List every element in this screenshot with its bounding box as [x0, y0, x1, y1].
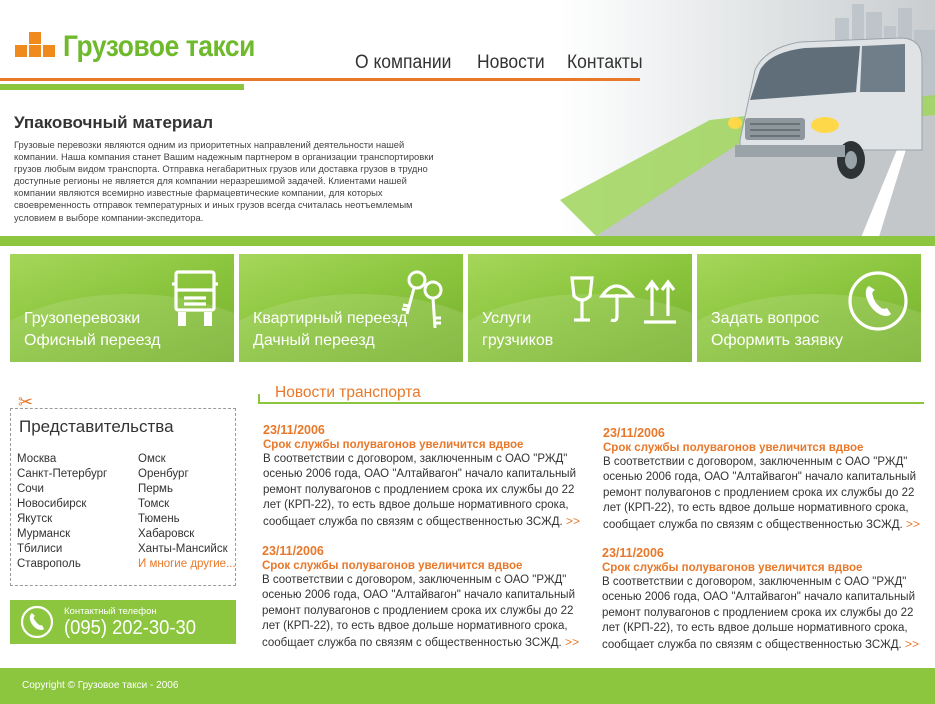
- news-item: [602, 546, 927, 653]
- representatives-panel: [10, 408, 236, 586]
- tile-loaders[interactable]: [468, 254, 692, 362]
- more-cities-link[interactable]: И многие другие...: [138, 558, 236, 570]
- city-link[interactable]: Новосибирск: [17, 498, 87, 510]
- news-section-title: Новости транспорта: [275, 384, 421, 401]
- cargo-symbols-icon: [568, 274, 680, 326]
- tile-contact-label: Задать вопрос Оформить заявку: [711, 310, 844, 349]
- service-tiles: [10, 254, 924, 362]
- news-headline[interactable]: Срок службы полувагонов увеличится вдвое: [602, 562, 863, 574]
- news-item: [262, 544, 587, 651]
- intro-text: Грузовые перевозки являются одним из приоритетных направлений деятельности нашей компании. Наша компания станет Вашим надежным партнером в организации транспортировки грузов любым видом транспорта. Отправка негабаритных грузов или доставка грузов в трудно доступные регионы не является для компании неразрешимой задачей. Клиентами нашей компании являются всемирно известные фармацевтические компании, для которых своевременность отправок температурных и иных грузов всегда считалась неотъемлемым условием в выборе компании-экспедитора.: [14, 139, 434, 223]
- city-link[interactable]: Омск: [138, 453, 166, 465]
- header-accent: [0, 84, 244, 90]
- news-headline[interactable]: Срок службы полувагонов увеличится вдвое: [262, 560, 523, 572]
- nav-news[interactable]: Новости: [476, 52, 545, 73]
- tile-cargo[interactable]: [10, 254, 234, 362]
- city-link[interactable]: Якутск: [17, 513, 53, 525]
- news-date: 23/11/2006: [262, 544, 324, 558]
- phone-icon: [847, 270, 909, 332]
- news-headline[interactable]: Срок службы полувагонов увеличится вдвое: [263, 439, 524, 451]
- hero-band: [0, 236, 935, 246]
- tile-moving[interactable]: [239, 254, 463, 362]
- contact-phone-label: Контактный телефон: [64, 606, 157, 617]
- news-body: В соответствии с договором, заключенным с ОАО "РЖД" осенью 2006 года, ОАО "Алтайвагон" начало капитальный ремонт полувагонов с продлением срока их службы до 22 лет (КРП-22), то есть вдвое дольше нормативного срока, сообщает служба по связям с общественностью ЗСЖД. >>: [262, 574, 579, 649]
- news-item: [603, 426, 928, 533]
- city-link[interactable]: Тбилиси: [17, 543, 63, 555]
- news-title-underline: [258, 402, 924, 404]
- tile-contact[interactable]: [697, 254, 921, 362]
- city-link[interactable]: Москва: [17, 453, 57, 465]
- city-link[interactable]: Томск: [138, 498, 170, 510]
- city-link[interactable]: Сочи: [17, 483, 44, 495]
- logo-text: Грузовое такси: [63, 30, 255, 63]
- news-date: 23/11/2006: [603, 426, 665, 440]
- city-link[interactable]: Оренбург: [138, 468, 189, 480]
- city-link[interactable]: Пермь: [138, 483, 173, 495]
- city-link[interactable]: Ставрополь: [17, 558, 81, 570]
- news-body: В соответствии с договором, заключенным с ОАО "РЖД" осенью 2006 года, ОАО "Алтайвагон" начало капитальный ремонт полувагонов с продлением срока их службы до 22 лет (КРП-22), то есть вдвое дольше нормативного срока, сообщает служба по связям с общественностью ЗСЖД. >>: [263, 453, 580, 528]
- main-nav: [355, 52, 649, 74]
- hero-image: [560, 0, 935, 240]
- news-more-link[interactable]: >>: [904, 636, 919, 651]
- phone-icon: [20, 605, 54, 639]
- tile-loaders-label: Услуги грузчиков: [482, 310, 554, 349]
- news-more-link[interactable]: >>: [564, 634, 579, 649]
- contact-phone-box[interactable]: [10, 600, 236, 644]
- city-link[interactable]: Ханты-Мансийск: [138, 543, 228, 555]
- nav-about[interactable]: О компании: [355, 52, 452, 73]
- city-link[interactable]: Тюмень: [138, 513, 180, 525]
- news-body: В соответствии с договором, заключенным с ОАО "РЖД" осенью 2006 года, ОАО "Алтайвагон" начало капитальный ремонт полувагонов с продлением срока их службы до 22 лет (КРП-22), то есть вдвое дольше нормативного срока, сообщает служба по связям с общественностью ЗСЖД. >>: [603, 456, 920, 531]
- city-link[interactable]: Хабаровск: [138, 528, 195, 540]
- news-date: 23/11/2006: [263, 423, 325, 437]
- news-more-link[interactable]: >>: [905, 516, 920, 531]
- copyright: Copyright © Грузовое такси - 2006: [22, 680, 179, 691]
- logo[interactable]: [15, 30, 281, 64]
- scissors-icon: ✂: [18, 392, 34, 412]
- page-title: Упаковочный материал: [14, 113, 214, 132]
- news-body: В соответствии с договором, заключенным с ОАО "РЖД" осенью 2006 года, ОАО "Алтайвагон" начало капитальный ремонт полувагонов с продлением срока их службы до 22 лет (КРП-22), то есть вдвое дольше нормативного срока, сообщает служба по связям с общественностью ЗСЖД. >>: [602, 576, 919, 651]
- tile-moving-label: Квартирный переезд Дачный переезд: [253, 310, 408, 349]
- city-link[interactable]: Санкт-Петербург: [17, 468, 108, 480]
- contact-phone-number[interactable]: (095) 202-30-30: [64, 617, 196, 639]
- hero-illustration: [560, 0, 935, 240]
- news-date: 23/11/2006: [602, 546, 664, 560]
- nav-contacts[interactable]: Контакты: [567, 52, 643, 73]
- footer: [0, 668, 935, 704]
- tile-cargo-label: Грузоперевозки Офисный переезд: [24, 310, 161, 349]
- representatives-col-2: [138, 452, 236, 572]
- representatives-col-1: [17, 452, 107, 572]
- logo-icon: [15, 32, 57, 62]
- header-divider: [0, 78, 640, 81]
- news-more-link[interactable]: >>: [565, 513, 580, 528]
- news-headline[interactable]: Срок службы полувагонов увеличится вдвое: [603, 442, 864, 454]
- news-item: [263, 423, 588, 530]
- truck-icon: [170, 268, 220, 330]
- representatives-title: Представительства: [19, 417, 174, 436]
- city-link[interactable]: Мурманск: [17, 528, 71, 540]
